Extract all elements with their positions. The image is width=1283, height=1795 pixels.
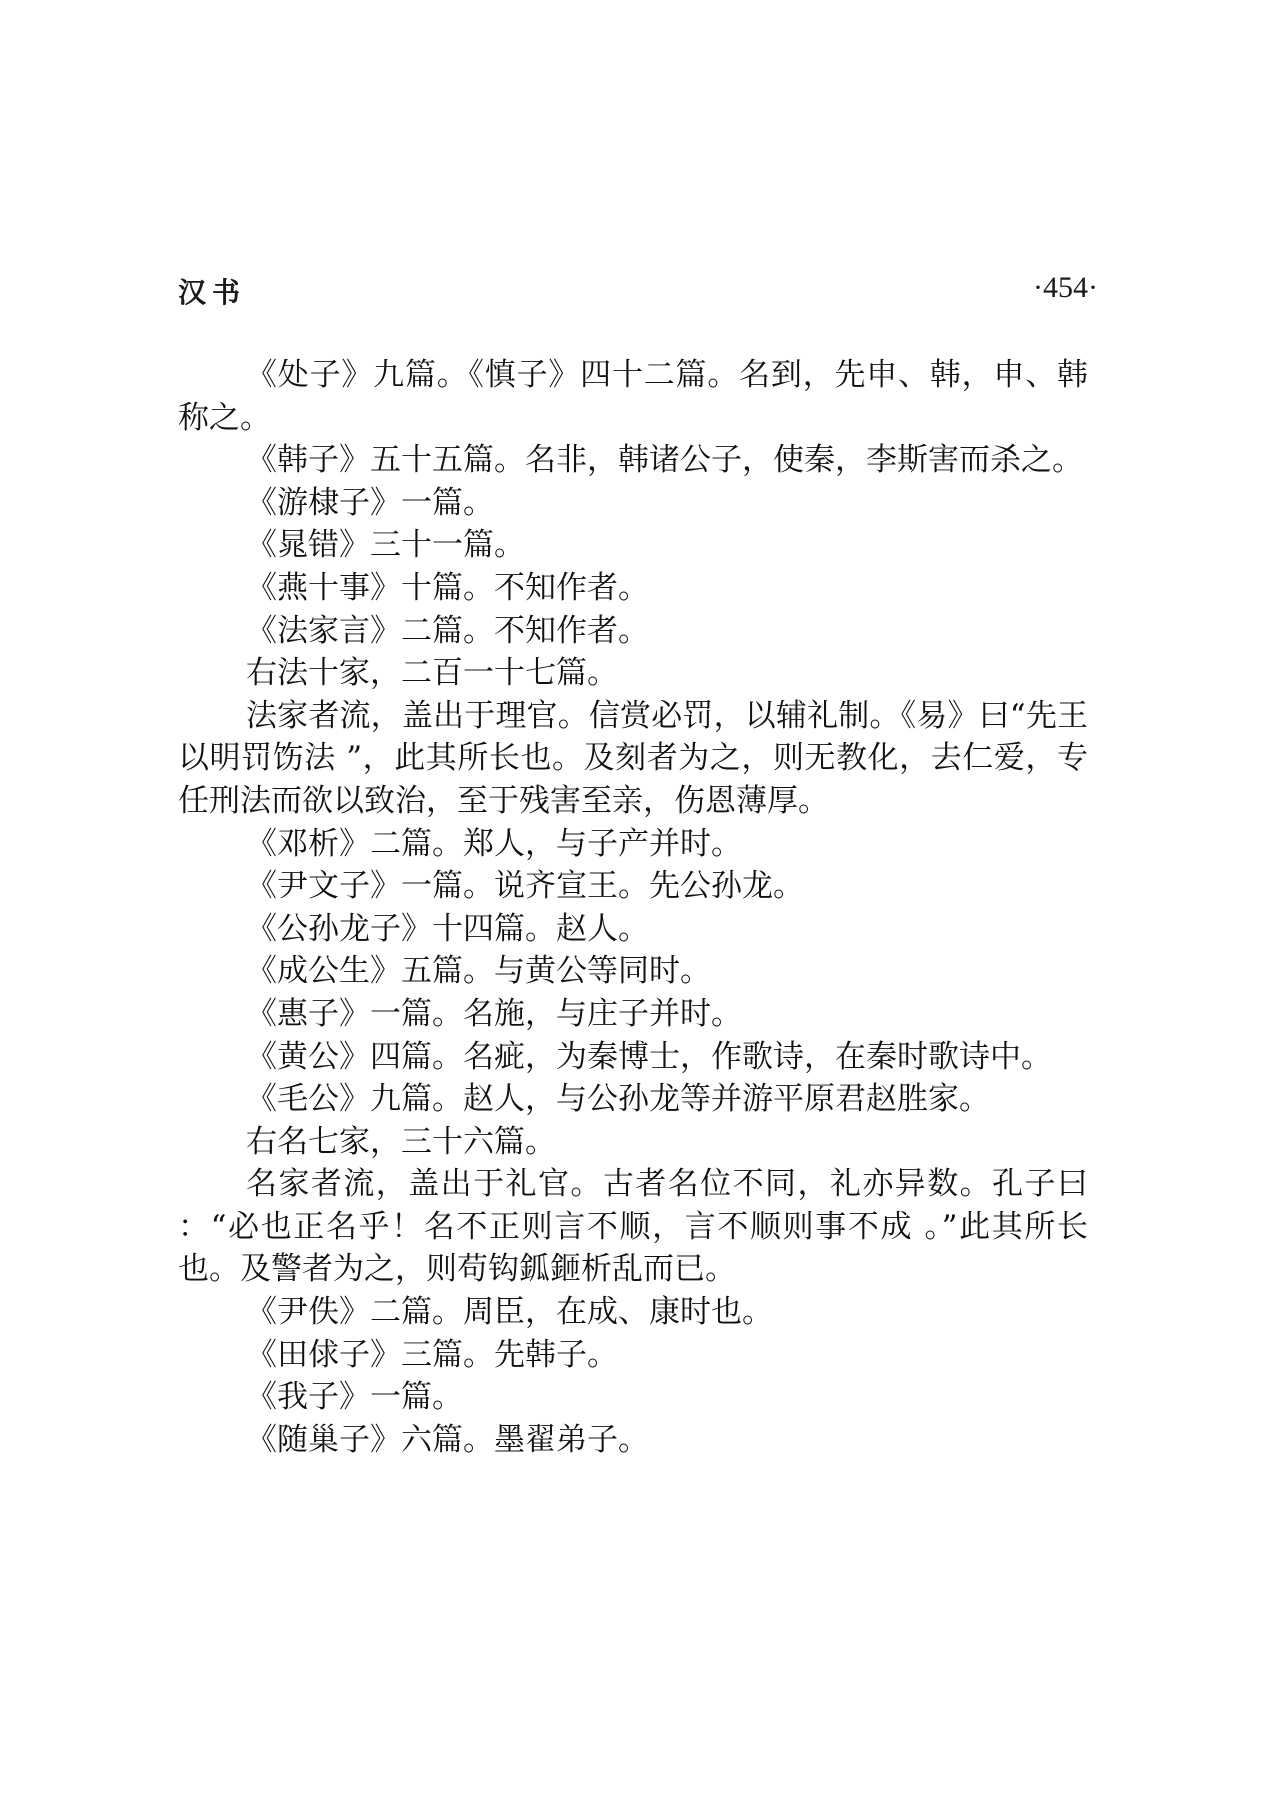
paragraph: 《随巢子》六篇。墨翟弟子。 <box>246 1421 649 1458</box>
paragraph: 《惠子》一篇。名施，与庄子并时。 <box>246 995 742 1032</box>
paragraph: 《公孙龙子》十四篇。赵人。 <box>246 910 649 947</box>
running-head <box>178 267 1098 317</box>
paragraph: 《韩子》五十五篇。名非，韩诸公子，使秦，李斯害而杀之。 <box>246 442 1083 479</box>
paragraph: 右名七家，三十六篇。 <box>246 1123 556 1160</box>
paragraph: 《邓析》二篇。郑人，与子产并时。 <box>246 825 742 862</box>
paragraph: 《毛公》九篇。赵人，与公孙龙等并游平原君赵胜家。 <box>246 1081 990 1118</box>
paragraph: 《我子》一篇。 <box>246 1379 463 1416</box>
paragraph: 《晁错》三十一篇。 <box>246 527 525 564</box>
paragraph: 右法十家，二百一十七篇。 <box>246 655 618 692</box>
book-title: 汉书 <box>178 276 247 309</box>
paragraph: 《尹文子》一篇。说齐宣王。先公孙龙。 <box>246 868 804 905</box>
paragraph: 《田俅子》三篇。先韩子。 <box>246 1336 618 1373</box>
paragraph: 法家者流，盖出于理官。信赏必罚，以辅礼制。《易》曰“先王以明罚饬法 ”，此其所长也。及刻者为之，则无教化，去仁爱，专任刑法而欲以致治，至于残害至亲，伤恩薄厚。 <box>178 697 1088 819</box>
page-number: ·454· <box>1033 271 1098 304</box>
paragraph: 《尹佚》二篇。周臣，在成、康时也。 <box>246 1294 773 1331</box>
paragraph: 《燕十事》十篇。不知作者。 <box>246 569 649 606</box>
paragraph: 《法家言》二篇。不知作者。 <box>246 612 649 649</box>
paragraph: 《处子》九篇。《慎子》四十二篇。名到，先申、韩，申、韩称之。 <box>178 357 1088 436</box>
paragraph: 《黄公》四篇。名疵，为秦博士，作歌诗，在秦时歌诗中。 <box>246 1038 1052 1075</box>
paragraph: 《游棣子》一篇。 <box>246 484 494 521</box>
paragraph: 名家者流，盖出于礼官。古者名位不同，礼亦异数。孔子曰 ：“必也正名乎！名不正则言不顺，言不顺则事不成 。”此其所长也。及警者为之，则苟钩鈲鉔析乱而已。 <box>178 1166 1088 1288</box>
paragraph: 《成公生》五篇。与黄公等同时。 <box>246 953 711 990</box>
body-text <box>178 354 1088 1461</box>
